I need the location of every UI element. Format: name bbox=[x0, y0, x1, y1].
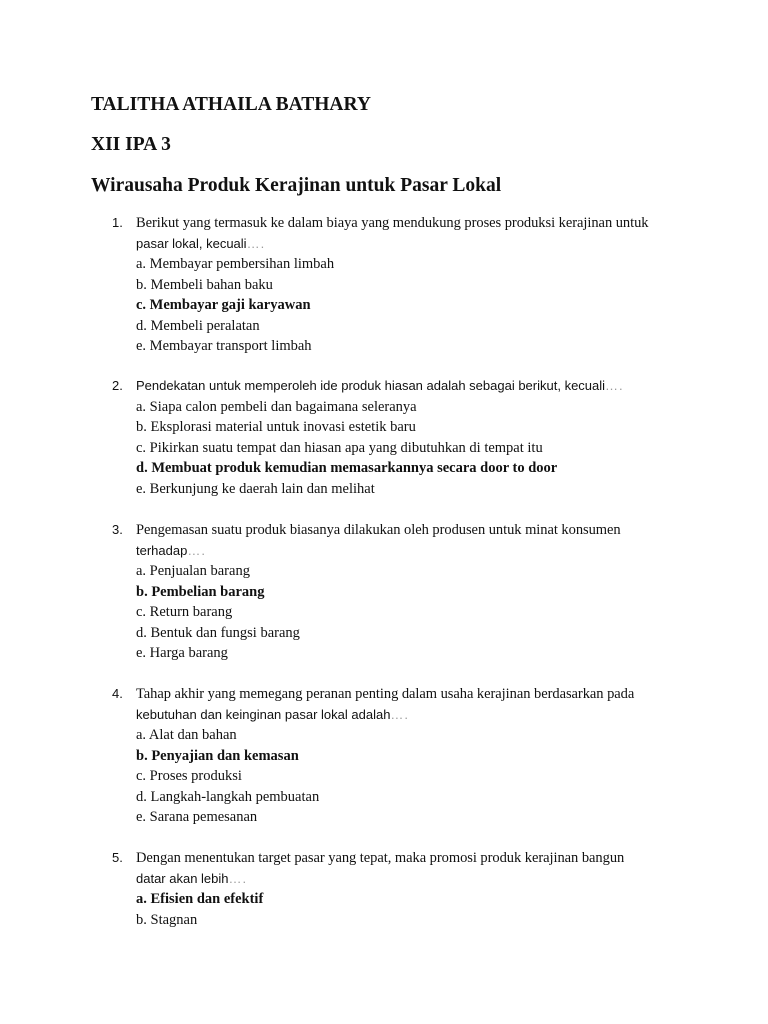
question-number: 5. bbox=[112, 850, 123, 865]
student-class: XII IPA 3 bbox=[91, 134, 171, 155]
question-ellipsis: …. bbox=[390, 706, 410, 722]
question-line bbox=[136, 869, 696, 890]
student-name: TALITHA ATHAILA BATHARY bbox=[91, 94, 371, 115]
answer-option-c: c. Proses produksi bbox=[136, 768, 242, 784]
question-text bbox=[136, 213, 696, 254]
question-number: 1. bbox=[112, 215, 123, 230]
question-line: Berikut yang termasuk ke dalam biaya yang mendukung proses produksi kerajinan untuk bbox=[136, 215, 649, 231]
answer-option-e: e. Membayar transport limbah bbox=[136, 338, 312, 354]
question-text bbox=[136, 376, 696, 397]
answer-option-d: d. Bentuk dan fungsi barang bbox=[136, 624, 300, 641]
answer-option-d: d. Langkah-langkah pembuatan bbox=[136, 788, 320, 805]
answer-option-a: a. Alat dan bahan bbox=[136, 727, 237, 743]
answer-option-a: a. Membayar pembersihan limbah bbox=[136, 256, 335, 272]
answer-option-b-correct: b. Penyajian dan kemasan bbox=[136, 747, 299, 764]
question-line bbox=[136, 234, 696, 255]
answer-option-e: e. Harga barang bbox=[136, 645, 228, 661]
answer-option-b: b. Stagnan bbox=[136, 911, 198, 928]
answer-option-d: d. Membeli peralatan bbox=[136, 317, 260, 334]
answer-option-e: e. Sarana pemesanan bbox=[136, 809, 258, 825]
question-line bbox=[136, 376, 696, 397]
answer-option-d-correct: d. Membuat produk kemudian memasarkannya secara door to door bbox=[136, 460, 558, 476]
answer-option-e: e. Berkunjung ke daerah lain dan melihat bbox=[136, 480, 375, 497]
question-ellipsis: …. bbox=[605, 378, 624, 393]
answer-option-a-correct: a. Efisien dan efektif bbox=[136, 891, 264, 907]
question-ellipsis: …. bbox=[187, 542, 206, 558]
question-text bbox=[136, 848, 696, 889]
answer-option-b: b. Membeli bahan baku bbox=[136, 276, 273, 293]
question-line-text: kebutuhan dan keinginan pasar lokal adalah bbox=[136, 706, 391, 722]
question-number: 2. bbox=[112, 378, 123, 393]
question-ellipsis: …. bbox=[246, 235, 266, 251]
question-line-text: datar akan lebih bbox=[136, 870, 229, 886]
question-line bbox=[136, 705, 696, 726]
question-line-text: terhadap bbox=[136, 542, 188, 558]
question-number: 4. bbox=[112, 686, 123, 701]
answer-option-b-correct: b. Pembelian barang bbox=[136, 583, 265, 600]
answer-option-c: c. Return barang bbox=[136, 604, 233, 620]
document-title: Wirausaha Produk Kerajinan untuk Pasar Lokal bbox=[91, 175, 502, 196]
answer-option-c-correct: c. Membayar gaji karyawan bbox=[136, 297, 311, 313]
question-line: Pengemasan suatu produk biasanya dilakukan oleh produsen untuk minat konsumen bbox=[136, 522, 621, 538]
answer-option-b: b. Eksplorasi material untuk inovasi estetik baru bbox=[136, 419, 416, 435]
question-line bbox=[136, 541, 696, 562]
question-number: 3. bbox=[112, 522, 123, 537]
question-text bbox=[136, 684, 696, 725]
answer-option-a: a. Siapa calon pembeli dan bagaimana seleranya bbox=[136, 398, 417, 415]
question-line-text: pasar lokal, kecuali bbox=[136, 235, 247, 251]
question-text bbox=[136, 520, 696, 561]
question-ellipsis: …. bbox=[228, 870, 248, 886]
question-line: Tahap akhir yang memegang peranan penting dalam usaha kerajinan berdasarkan pada bbox=[136, 686, 635, 702]
question-line-text: Pendekatan untuk memperoleh ide produk hiasan adalah sebagai berikut, kecuali bbox=[136, 378, 606, 393]
answer-option-c: c. Pikirkan suatu tempat dan hiasan apa yang dibutuhkan di tempat itu bbox=[136, 439, 543, 456]
question-line: Dengan menentukan target pasar yang tepat, maka promosi produk kerajinan bangun bbox=[136, 850, 625, 866]
answer-option-a: a. Penjualan barang bbox=[136, 563, 250, 579]
